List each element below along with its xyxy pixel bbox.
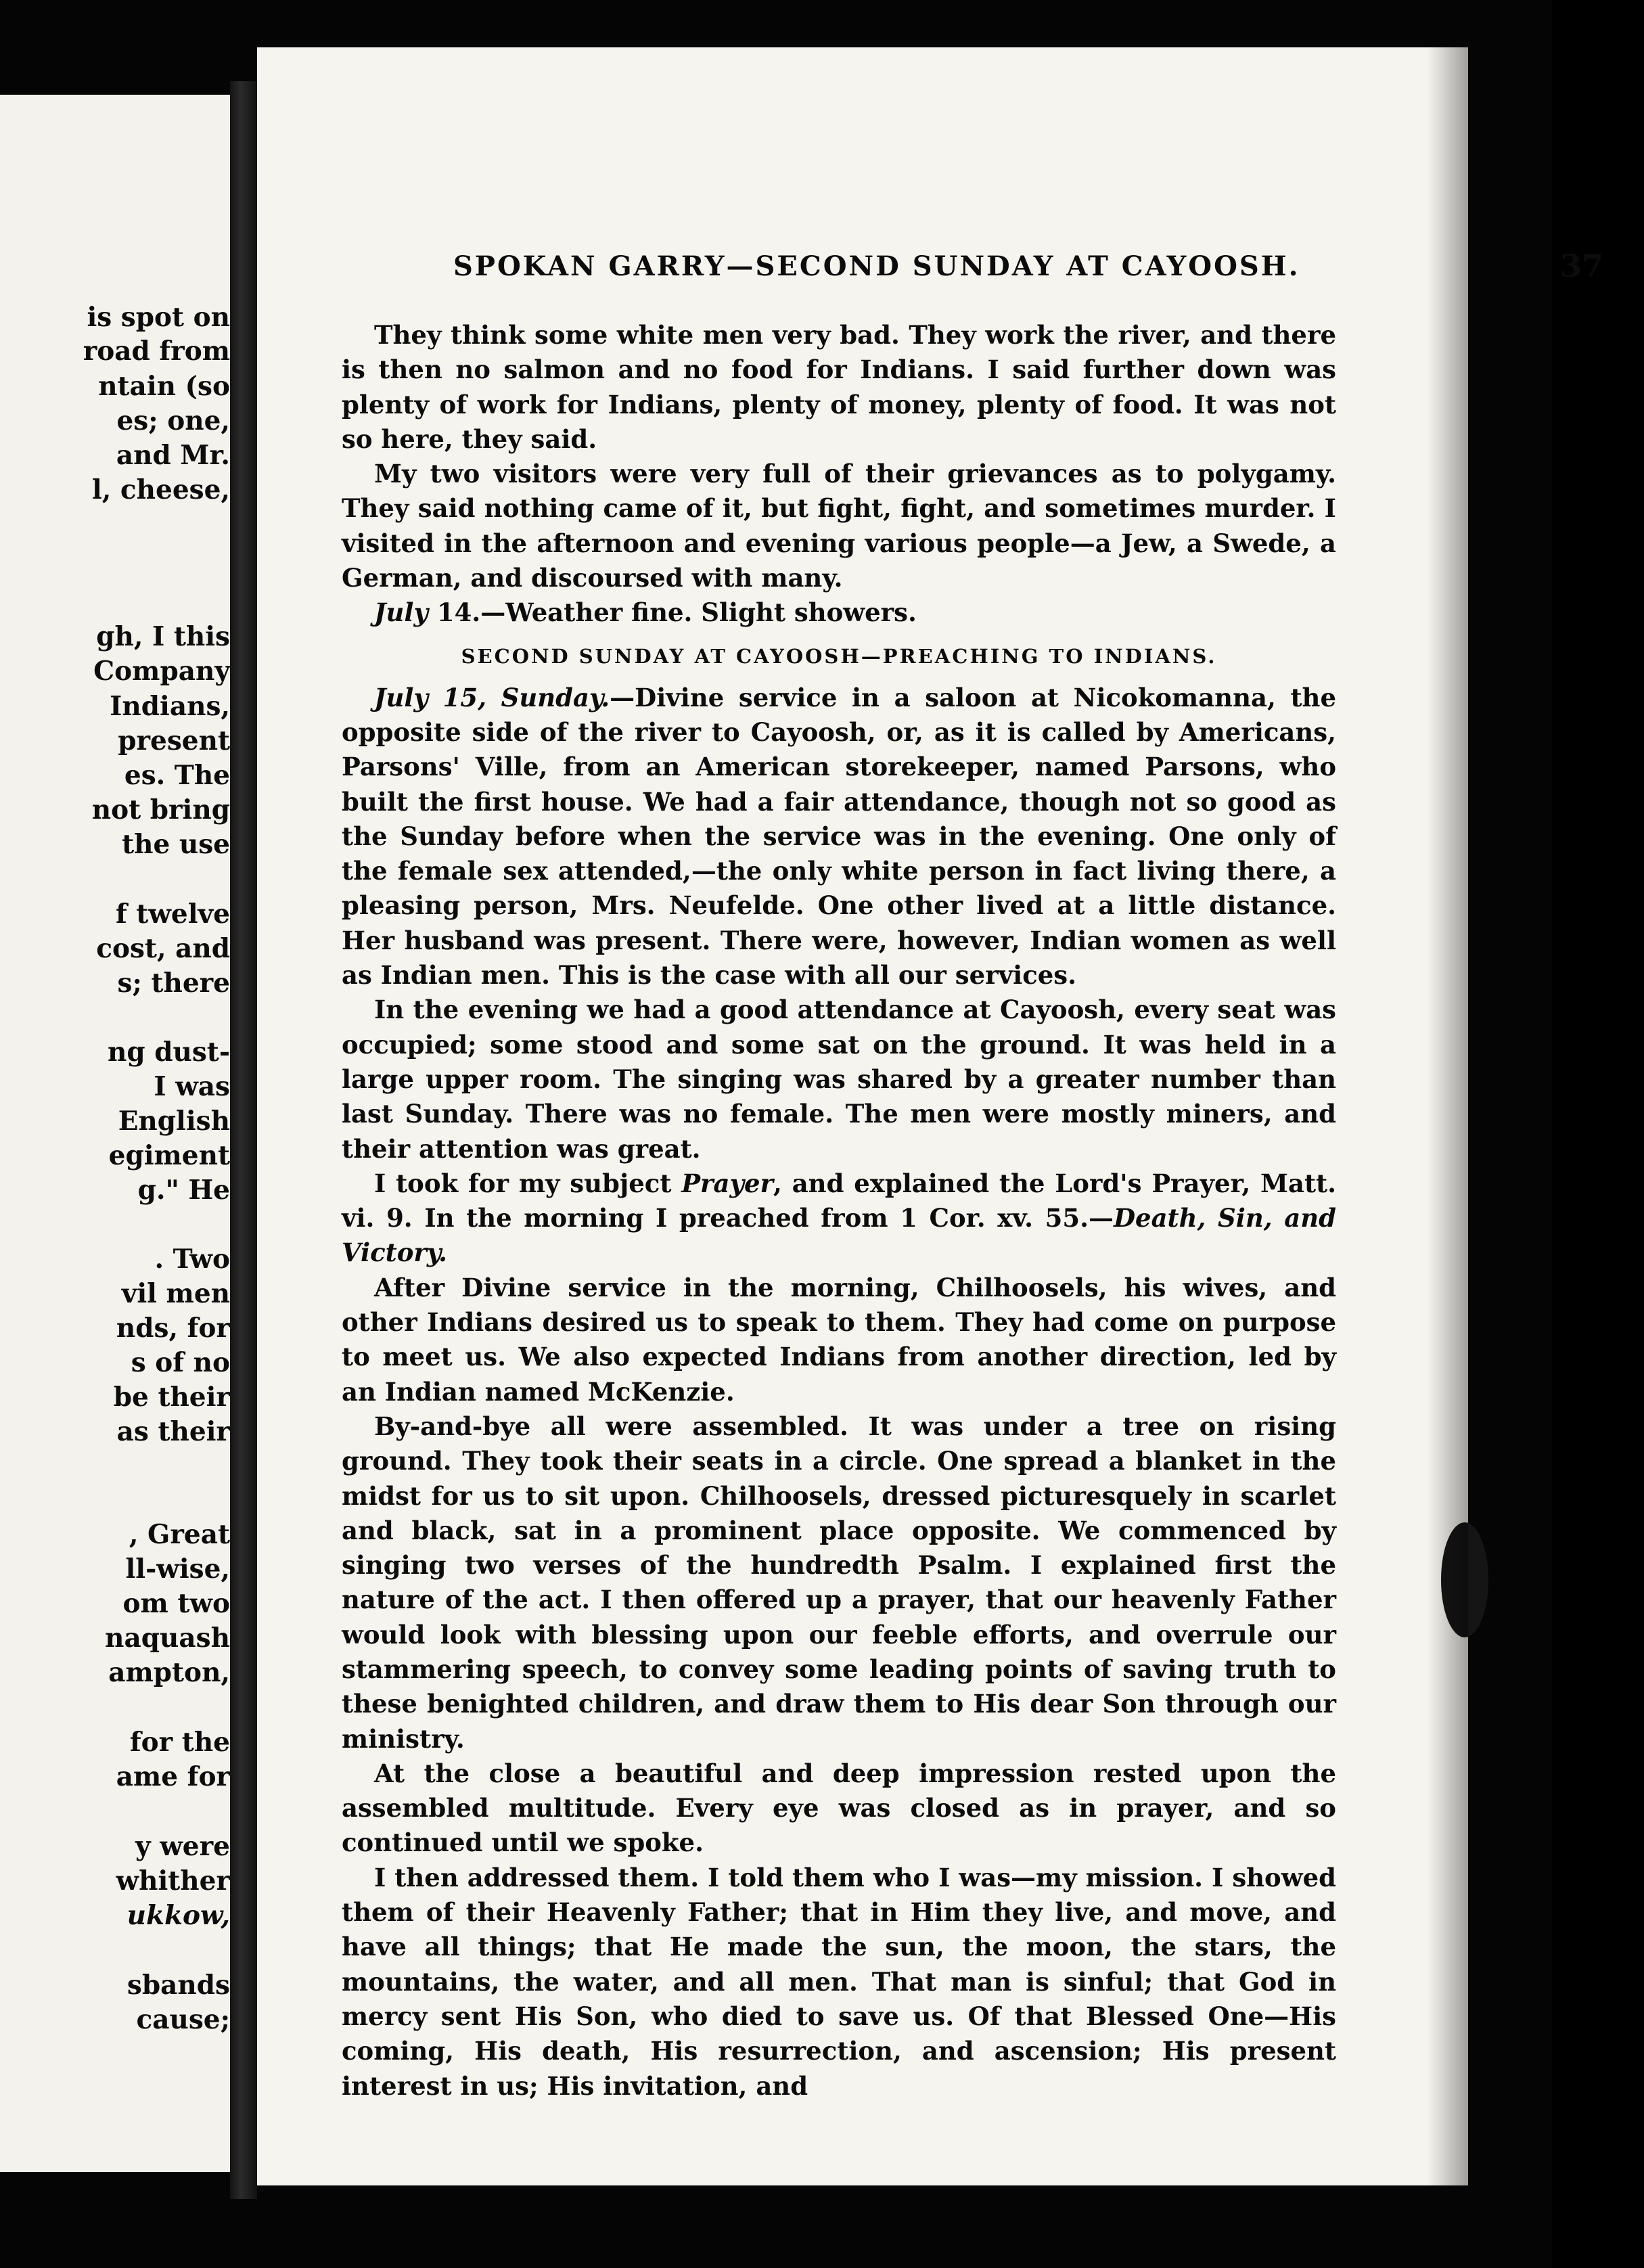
- paragraph-text: 14.—Weather fine. Slight showers.: [428, 597, 917, 628]
- left-fragment-line: l, cheese,: [91, 474, 230, 505]
- body-text: [342, 318, 1336, 2104]
- left-fragment-line: es. The: [124, 760, 230, 791]
- subject-title: Prayer: [681, 1168, 774, 1198]
- paragraph-text: —Divine service in a saloon at Nicokomanna, the opposite side of the river to Cayoosh, or, as it is called by Americans, Parsons' Ville, from an American storekeeper, named Parsons, who built the first house. We had a fair attendance, though not so good as the Sunday before when the service was in the evening. One only of the female sex attended,—the only white person in fact living there, a pleasing person, Mrs. Neufelde. One other lived at a little distance. Her husband was present. There were, however, Indian women as well as Indian men. This is the case with all our services.: [342, 682, 1336, 991]
- paragraph: My two visitors were very full of their grievances as to polygamy. They said nothing came of it, but fight, fight, and sometimes murder. I visited in the afternoon and evening various people—a Jew, a Swede, a German, and discoursed with many.: [342, 459, 1336, 593]
- left-fragment-line: nds, for: [116, 1313, 230, 1344]
- page-number: 37: [1559, 248, 1603, 284]
- left-fragment-line: y were: [135, 1831, 230, 1862]
- left-fragment-line: cost, and: [96, 933, 230, 964]
- paragraph: In the evening we had a good attendance at Cayoosh, every seat was occupied; some stood and some sat on the ground. It was held in a large upper room. The singing was shared by a greater number than last Sunday. There was no female. The men were mostly miners, and their attention was great.: [342, 995, 1336, 1164]
- book-page: [257, 47, 1603, 2185]
- left-fragment-line: , Great: [129, 1519, 230, 1550]
- left-fragment-line: is spot on: [87, 302, 230, 333]
- ink-stain: [1441, 1522, 1488, 1637]
- left-fragment-line: sbands: [127, 1970, 230, 2001]
- date-label: July 15, Sunday.: [374, 682, 610, 712]
- left-fragment-line: s; there: [117, 968, 230, 999]
- running-title: SPOKAN GARRY—SECOND SUNDAY AT CAYOOSH.: [453, 250, 1300, 282]
- left-fragment-line: . Two: [154, 1244, 230, 1275]
- sermon-theme: Death, Sin, and Victory.: [342, 1203, 1336, 1268]
- left-fragment-line: ng dust-: [108, 1037, 230, 1068]
- running-head: [453, 250, 1644, 295]
- section-heading: SECOND SUNDAY AT CAYOOSH—PREACHING TO INDIANS.: [461, 644, 1217, 668]
- binding-gutter: [230, 81, 257, 2199]
- left-fragment-line: and Mr.: [116, 440, 230, 471]
- left-fragment-line: g." He: [137, 1175, 230, 1206]
- left-fragment-line: Indians,: [110, 691, 230, 722]
- left-fragment-line: ampton,: [108, 1657, 230, 1688]
- left-fragment-line: Company: [93, 656, 230, 687]
- paragraph: At the close a beautiful and deep impression rested upon the assembled multitude. Every eye was closed as in prayer, and so continued until we spoke.: [342, 1758, 1336, 1858]
- paragraph: By-and-bye all were assembled. It was under a tree on rising ground. They took their seats in a circle. One spread a blanket in the midst for us to sit upon. Chilhoosels, dressed picturesquely in scarlet and black, sat in a prominent place opposite. We commenced by singing two verses of the hundredth Psalm. I explained first the nature of the act. I then offered up a prayer, that our heavenly Father would look with blessing upon our feeble efforts, and overrule our stammering speech, to convey some leading points of saving truth to these benighted children, and draw them to His dear Son through our ministry.: [342, 1411, 1336, 1754]
- left-fragment-line: om two: [122, 1588, 230, 1619]
- paragraph: [342, 1166, 1336, 1271]
- left-fragment-line: gh, I this: [96, 621, 230, 652]
- left-fragment-line: naquash: [105, 1623, 230, 1654]
- left-fragment-line: ame for: [116, 1761, 230, 1792]
- left-fragment-line: road from: [83, 336, 230, 367]
- left-fragment-line: English: [118, 1106, 230, 1137]
- left-fragment-line: for the: [129, 1727, 230, 1758]
- left-fragment-line: s of no: [131, 1347, 230, 1378]
- left-fragment-line: ukkow,: [127, 1900, 230, 1931]
- left-fragment-line: vil men: [121, 1278, 230, 1309]
- paragraph: [342, 681, 1336, 993]
- paragraph: [342, 595, 1336, 630]
- left-fragment-line: present: [118, 725, 230, 756]
- paragraph: I then addressed them. I told them who I was—my mission. I showed them of their Heavenly Father; that in Him they live, and move, and have all things; that He made the sun, the moon, the stars, the mountains, the water, and all men. That man is sinful; that God in mercy sent His Son, who died to save us. Of that Blessed One—His coming, His death, His resurrection, and ascension; His present interest in us; His invitation, and: [342, 1862, 1336, 2101]
- paragraph: After Divine service in the morning, Chilhoosels, his wives, and other Indians desired us to speak to them. They had come on purpose to meet us. We also expected Indians from another direction, led by an Indian named McKenzie.: [342, 1272, 1336, 1407]
- left-fragment-line: ntain (so: [98, 371, 230, 402]
- paragraph-text: , and explained the Lord's Prayer, Matt. vi. 9. In the morning I preached from 1 Cor. xv. 55.—: [342, 1168, 1337, 1233]
- left-page-fragment: [0, 95, 230, 2172]
- date-label: July: [374, 597, 428, 628]
- left-fragment-line: not bring: [91, 794, 230, 825]
- left-fragment-line: whither: [116, 1865, 230, 1897]
- left-fragment-line: f twelve: [115, 899, 230, 930]
- paragraph-text: I took for my subject: [374, 1168, 682, 1198]
- left-fragment-line: as their: [116, 1416, 230, 1447]
- paragraph: They think some white men very bad. They work the river, and there is then no salmon and no food for Indians. I said further down was plenty of work for Indians, plenty of money, plenty of food. It was not so here, they said.: [342, 320, 1336, 454]
- left-fragment-line: ll-wise,: [125, 1553, 230, 1585]
- left-fragment-line: the use: [122, 829, 230, 860]
- left-fragment-line: es; one,: [116, 405, 230, 436]
- left-fragment-line: I was: [154, 1071, 230, 1102]
- left-fragment-line: egiment: [108, 1140, 230, 1171]
- left-fragment-line: be their: [113, 1382, 230, 1413]
- left-fragment-line: cause;: [136, 2004, 230, 2035]
